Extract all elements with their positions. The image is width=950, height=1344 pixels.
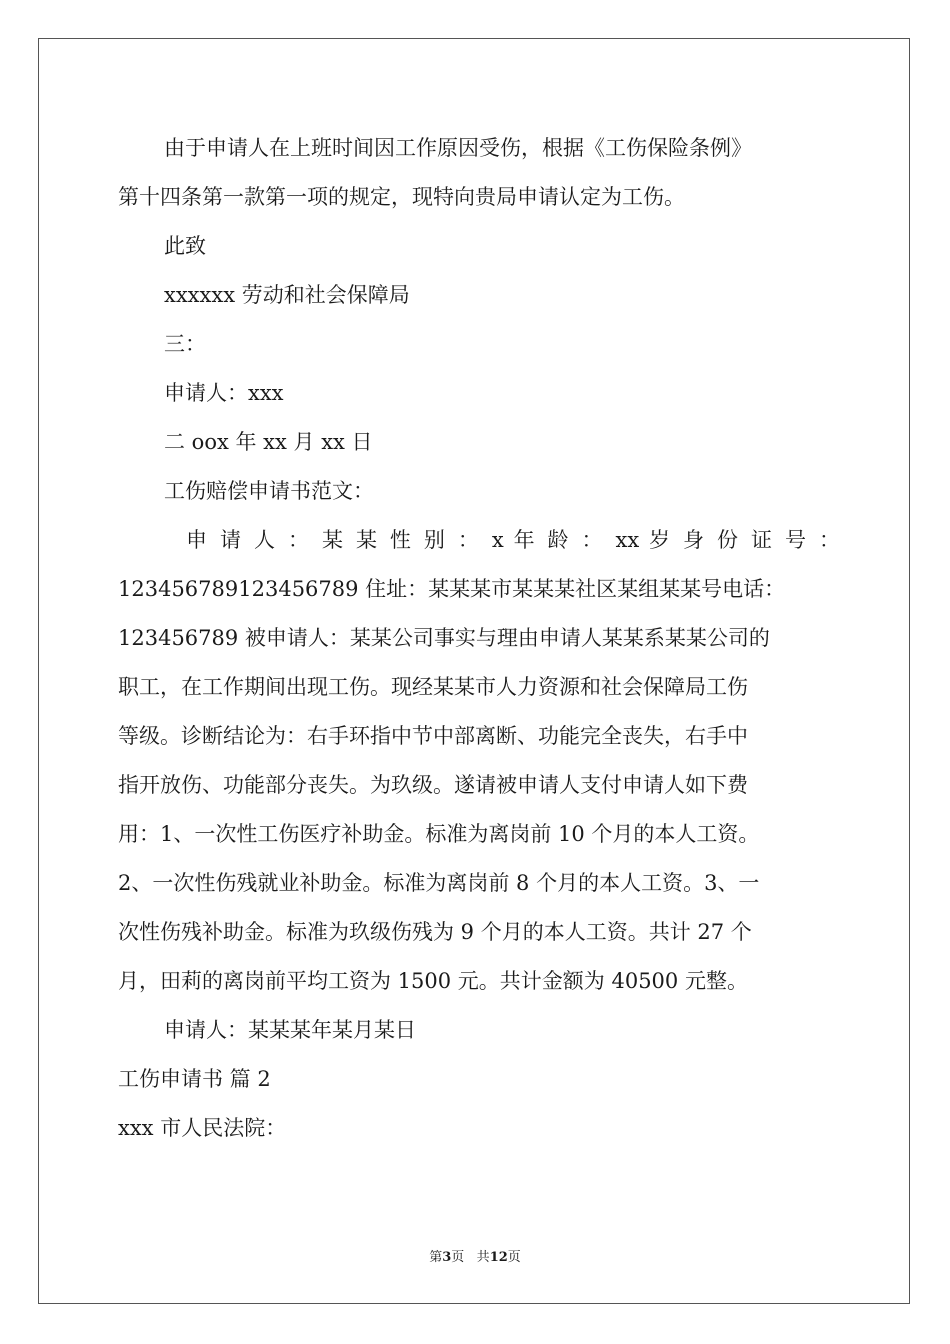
paragraph-line: 123456789123456789 住址：某某某市某某某社区某组某某号电话： bbox=[118, 577, 786, 601]
section-heading: 三： bbox=[164, 332, 206, 356]
paragraph-line: 指开放伤、功能部分丧失。为玖级。遂请被申请人支付申请人如下费 bbox=[118, 773, 748, 797]
total-page-count: 12 bbox=[489, 1250, 508, 1265]
applicant-signature: 申请人：xxx bbox=[164, 381, 284, 405]
page-footer bbox=[0, 1246, 950, 1265]
salutation: 此致 bbox=[164, 234, 206, 258]
paragraph-line: 用：1、一次性工伤医疗补助金。标准为离岗前 10 个月的本人工资。 bbox=[118, 822, 760, 846]
paragraph-line: 月，田莉的离岗前平均工资为 1500 元。共计金额为 40500 元整。 bbox=[118, 969, 748, 993]
current-page-number: 3 bbox=[442, 1250, 452, 1265]
paragraph-line: 123456789 被申请人：某某公司事实与理由申请人某某系某某公司的 bbox=[118, 626, 770, 650]
total-prefix: 共 bbox=[476, 1250, 490, 1265]
applicant-signature: 申请人：某某某年某月某日 bbox=[164, 1018, 416, 1042]
date-line: 二 oox 年 xx 月 xx 日 bbox=[164, 430, 373, 454]
paragraph-line: 等级。诊断结论为：右手环指中节中部离断、功能完全丧失，右手中 bbox=[118, 724, 748, 748]
recipient: xxxxxx 劳动和社会保障局 bbox=[164, 283, 410, 307]
paragraph-line: 申 请 人 ： 某 某 性 别 ： x 年 龄 ： xx 岁 身 份 证 号 ： bbox=[186, 528, 840, 552]
page-prefix: 第 bbox=[429, 1250, 443, 1265]
section-heading: 工伤赔偿申请书范文： bbox=[164, 479, 374, 503]
court-addressee: xxx 市人民法院： bbox=[118, 1116, 287, 1140]
page-suffix: 页 bbox=[451, 1250, 465, 1265]
document-body bbox=[118, 124, 840, 1153]
paragraph-line: 职工，在工作期间出现工伤。现经某某市人力资源和社会保障局工伤 bbox=[118, 675, 748, 699]
paragraph-line: 第十四条第一款第一项的规定，现特向贵局申请认定为工伤。 bbox=[118, 185, 685, 209]
paragraph-line: 2、一次性伤残就业补助金。标准为离岗前 8 个月的本人工资。3、一 bbox=[118, 871, 760, 895]
paragraph-line: 由于申请人在上班时间因工作原因受伤，根据《工伤保险条例》 bbox=[164, 136, 752, 160]
total-suffix: 页 bbox=[507, 1250, 521, 1265]
paragraph-line: 次性伤残补助金。标准为玖级伤残为 9 个月的本人工资。共计 27 个 bbox=[118, 920, 752, 944]
document-title: 工伤申请书 篇 2 bbox=[118, 1067, 271, 1091]
